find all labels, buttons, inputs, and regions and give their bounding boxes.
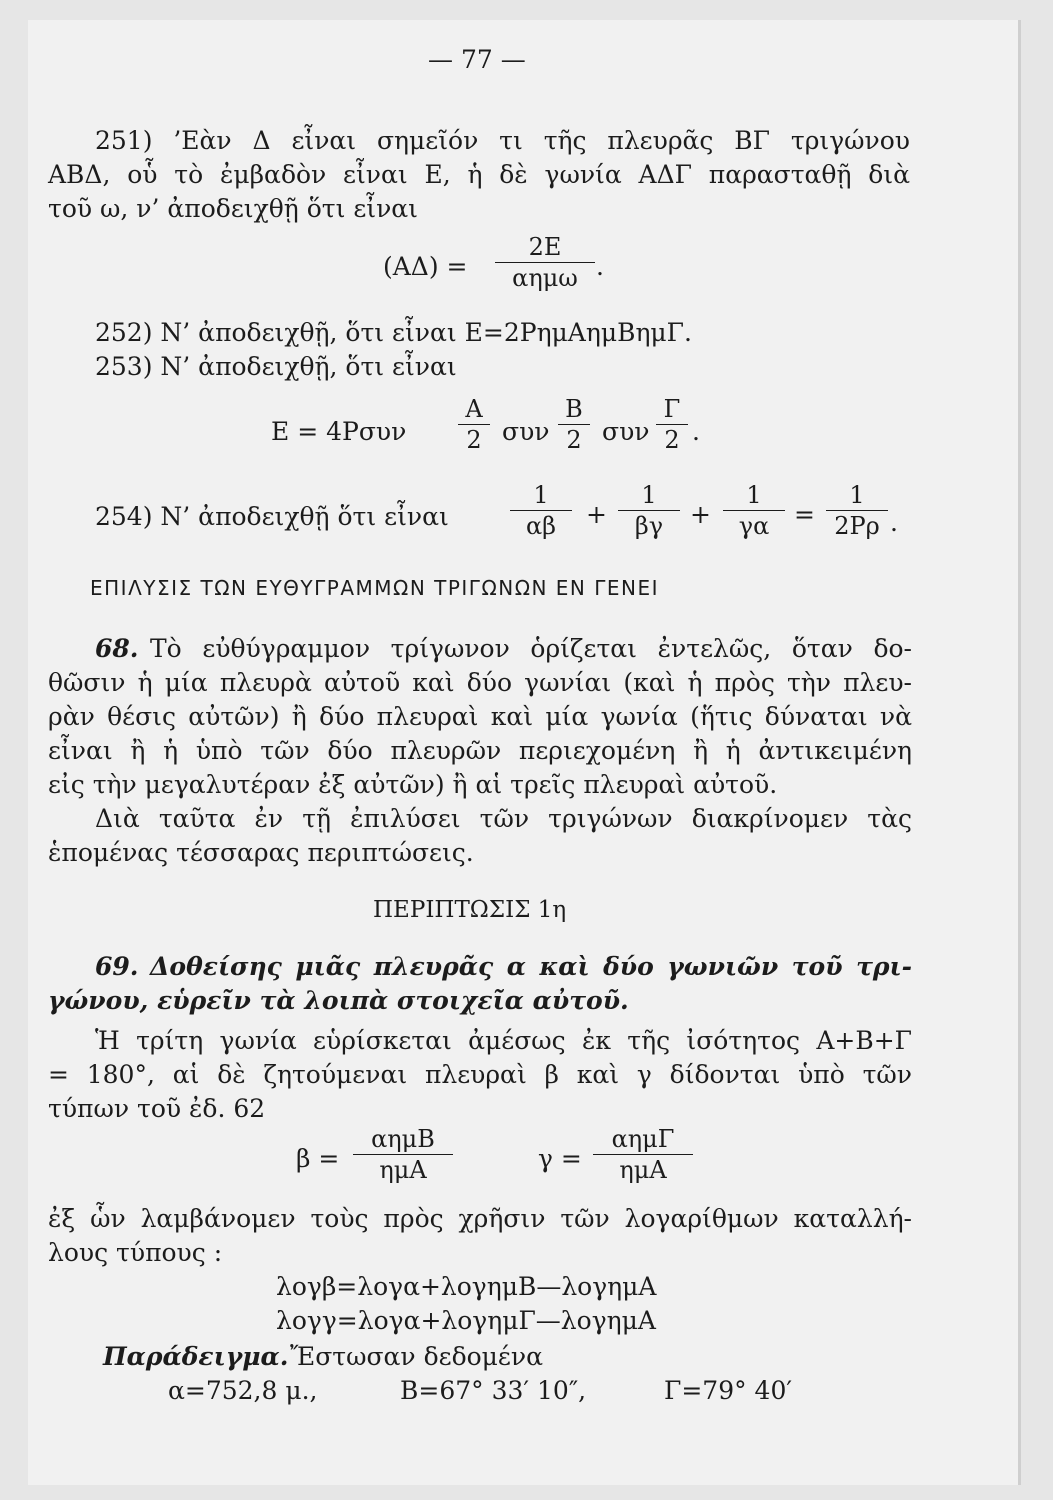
ex254-text: 254) Ν’ ἀποδειχθῇ ὅτι εἶναι	[95, 502, 449, 531]
syn-2: συν	[602, 417, 650, 446]
gamma-formula-lhs: γ =	[538, 1144, 582, 1173]
syn-1: συν	[502, 417, 550, 446]
plus-sign: +	[690, 500, 711, 529]
p69-line4: ἐξ ὧν λαμβάνομεν τοὺς πρὸς χρῆσιν τῶν λογαρίθμων καταλλή-	[48, 1204, 912, 1233]
section-heading: ΕΠΙΛΥΣΙΣ ΤΩΝ ΕΥΘΥΓΡΑΜΜΩΝ ΤΡΙΓΩΝΩΝ ΕΝ ΓΕΝΕΙ	[90, 576, 660, 600]
ex251-line1: 251) ’Εὰν Δ εἶναι σημεῖόν τι τῆς πλευρᾶς ΒΓ τριγώνου	[95, 126, 910, 155]
frac-a-half	[458, 394, 490, 455]
ex251-line3: τοῦ ω, ν’ ἀποδειχθῇ ὅτι εἶναι	[48, 194, 418, 223]
fraction-denominator: 2	[466, 426, 482, 454]
paragraph-number-69: 69.	[95, 952, 139, 981]
equals-sign: =	[794, 500, 815, 529]
beta-formula-lhs: β =	[296, 1144, 340, 1173]
p68-line1: Τὸ εὐθύγραμμον τρίγωνον ὁρίζεται ἐντελῶς, ὅταν δο-	[150, 634, 912, 663]
fraction-numerator: Α	[458, 394, 490, 425]
ad-formula-fraction	[495, 232, 595, 293]
fraction-denominator: βγ	[634, 512, 664, 540]
fraction-denominator: αβ	[525, 512, 557, 540]
p69-title-line1: Δοθείσης μιᾶς πλευρᾶς α καὶ δύο γωνιῶν τοῦ τρι-	[150, 952, 912, 981]
fraction-numerator: Β	[558, 394, 590, 425]
beta-fraction	[353, 1124, 453, 1185]
example-label: Παράδειγμα.	[103, 1342, 289, 1371]
case-heading: ΠΕΡΙΠΤΩΣΙΣ 1η	[373, 897, 567, 923]
paragraph-number-68: 68.	[95, 634, 139, 663]
p68-line4: εἶναι ἢ ἡ ὑπὸ τῶν δύο πλευρῶν περιεχομένη ἢ ἡ ἀντικειμένη	[48, 736, 912, 765]
fraction-numerator: αημΒ	[353, 1124, 453, 1155]
p69-title-line2: γώνου, εὑρεῖν τὰ λοιπὰ στοιχεῖα αὐτοῦ.	[48, 986, 629, 1015]
given-angle-g: Γ=79° 40′	[664, 1376, 793, 1405]
fraction-denominator: 2Ρρ	[834, 512, 880, 540]
p69-line2: = 180°, αἱ δὲ ζητούμεναι πλευραὶ β καὶ γ δίδονται ὑπὸ τῶν	[48, 1060, 912, 1089]
given-angle-b: Β=67° 33′ 10″,	[400, 1376, 587, 1405]
p69-line5: λους τύπους :	[48, 1238, 223, 1267]
p69-line3: τύπων τοῦ ἐδ. 62	[48, 1094, 266, 1123]
ad-formula-lhs: (ΑΔ) =	[383, 252, 468, 281]
p68-line7: ἑπομένας τέσσαρας περιπτώσεις.	[48, 838, 474, 867]
fraction-denominator: ημΑ	[619, 1156, 667, 1184]
given-alpha: α=752,8 μ.,	[168, 1376, 318, 1405]
fraction-denominator: 2	[664, 426, 680, 454]
gamma-fraction	[593, 1124, 693, 1185]
log-formula-gamma: λογγ=λογα+λογημΓ—λογημΑ	[276, 1306, 656, 1335]
period: .	[692, 417, 700, 446]
period: .	[596, 252, 604, 281]
log-formula-beta: λογβ=λογα+λογημΒ—λογημΑ	[276, 1272, 657, 1301]
fraction-numerator: 1	[826, 480, 888, 511]
fraction-numerator: 2Ε	[495, 232, 595, 263]
frac-1-bg	[618, 480, 680, 541]
book-page	[28, 20, 1021, 1485]
fraction-denominator: ημΑ	[379, 1156, 427, 1184]
p68-line5: εἰς τὴν μεγαλυτέραν ἐξ αὐτῶν) ἢ αἱ τρεῖς πλευραὶ αὐτοῦ.	[48, 770, 778, 799]
fraction-numerator: αημΓ	[593, 1124, 693, 1155]
fraction-denominator: 2	[566, 426, 582, 454]
page-number: — 77 —	[428, 45, 526, 74]
frac-1-2rr	[826, 480, 888, 541]
p68-line3: ρὰν θέσις αὐτῶν) ἢ δύο πλευραὶ καὶ μία γωνία (ἥτις δύναται νὰ	[48, 702, 912, 731]
fraction-numerator: 1	[510, 480, 572, 511]
fraction-numerator: 1	[723, 480, 785, 511]
frac-1-ab	[510, 480, 572, 541]
area-formula-lhs: Ε = 4Ρσυν	[271, 417, 407, 446]
p68-line2: θῶσιν ἡ μία πλευρὰ αὐτοῦ καὶ δύο γωνίαι (καὶ ἡ πρὸς τὴν πλευ-	[48, 668, 912, 697]
fraction-numerator: Γ	[656, 394, 688, 425]
ex253-text: 253) Ν’ ἀποδειχθῇ, ὅτι εἶναι	[95, 352, 457, 381]
ex252: 252) Ν’ ἀποδειχθῇ, ὅτι εἶναι Ε=2ΡημΑημΒημΓ.	[95, 318, 692, 347]
fraction-denominator: γα	[738, 512, 770, 540]
period: .	[890, 508, 898, 537]
fraction-numerator: 1	[618, 480, 680, 511]
example-text: Ἔστωσαν δεδομένα	[290, 1342, 543, 1371]
frac-b-half	[558, 394, 590, 455]
ex251-line2: ΑΒΔ, οὗ τὸ ἐμβαδὸν εἶναι Ε, ἡ δὲ γωνία ΑΔΓ παρασταθῇ διὰ	[48, 160, 910, 189]
fraction-denominator: αημω	[512, 264, 578, 292]
frac-g-half	[656, 394, 688, 455]
plus-sign: +	[586, 500, 607, 529]
p69-line1: Ἡ τρίτη γωνία εὑρίσκεται ἀμέσως ἐκ τῆς ἰσότητος Α+Β+Γ	[95, 1026, 912, 1055]
p68-line6: Διὰ ταῦτα ἐν τῇ ἐπιλύσει τῶν τριγώνων διακρίνομεν τὰς	[95, 804, 912, 833]
frac-1-ga	[723, 480, 785, 541]
